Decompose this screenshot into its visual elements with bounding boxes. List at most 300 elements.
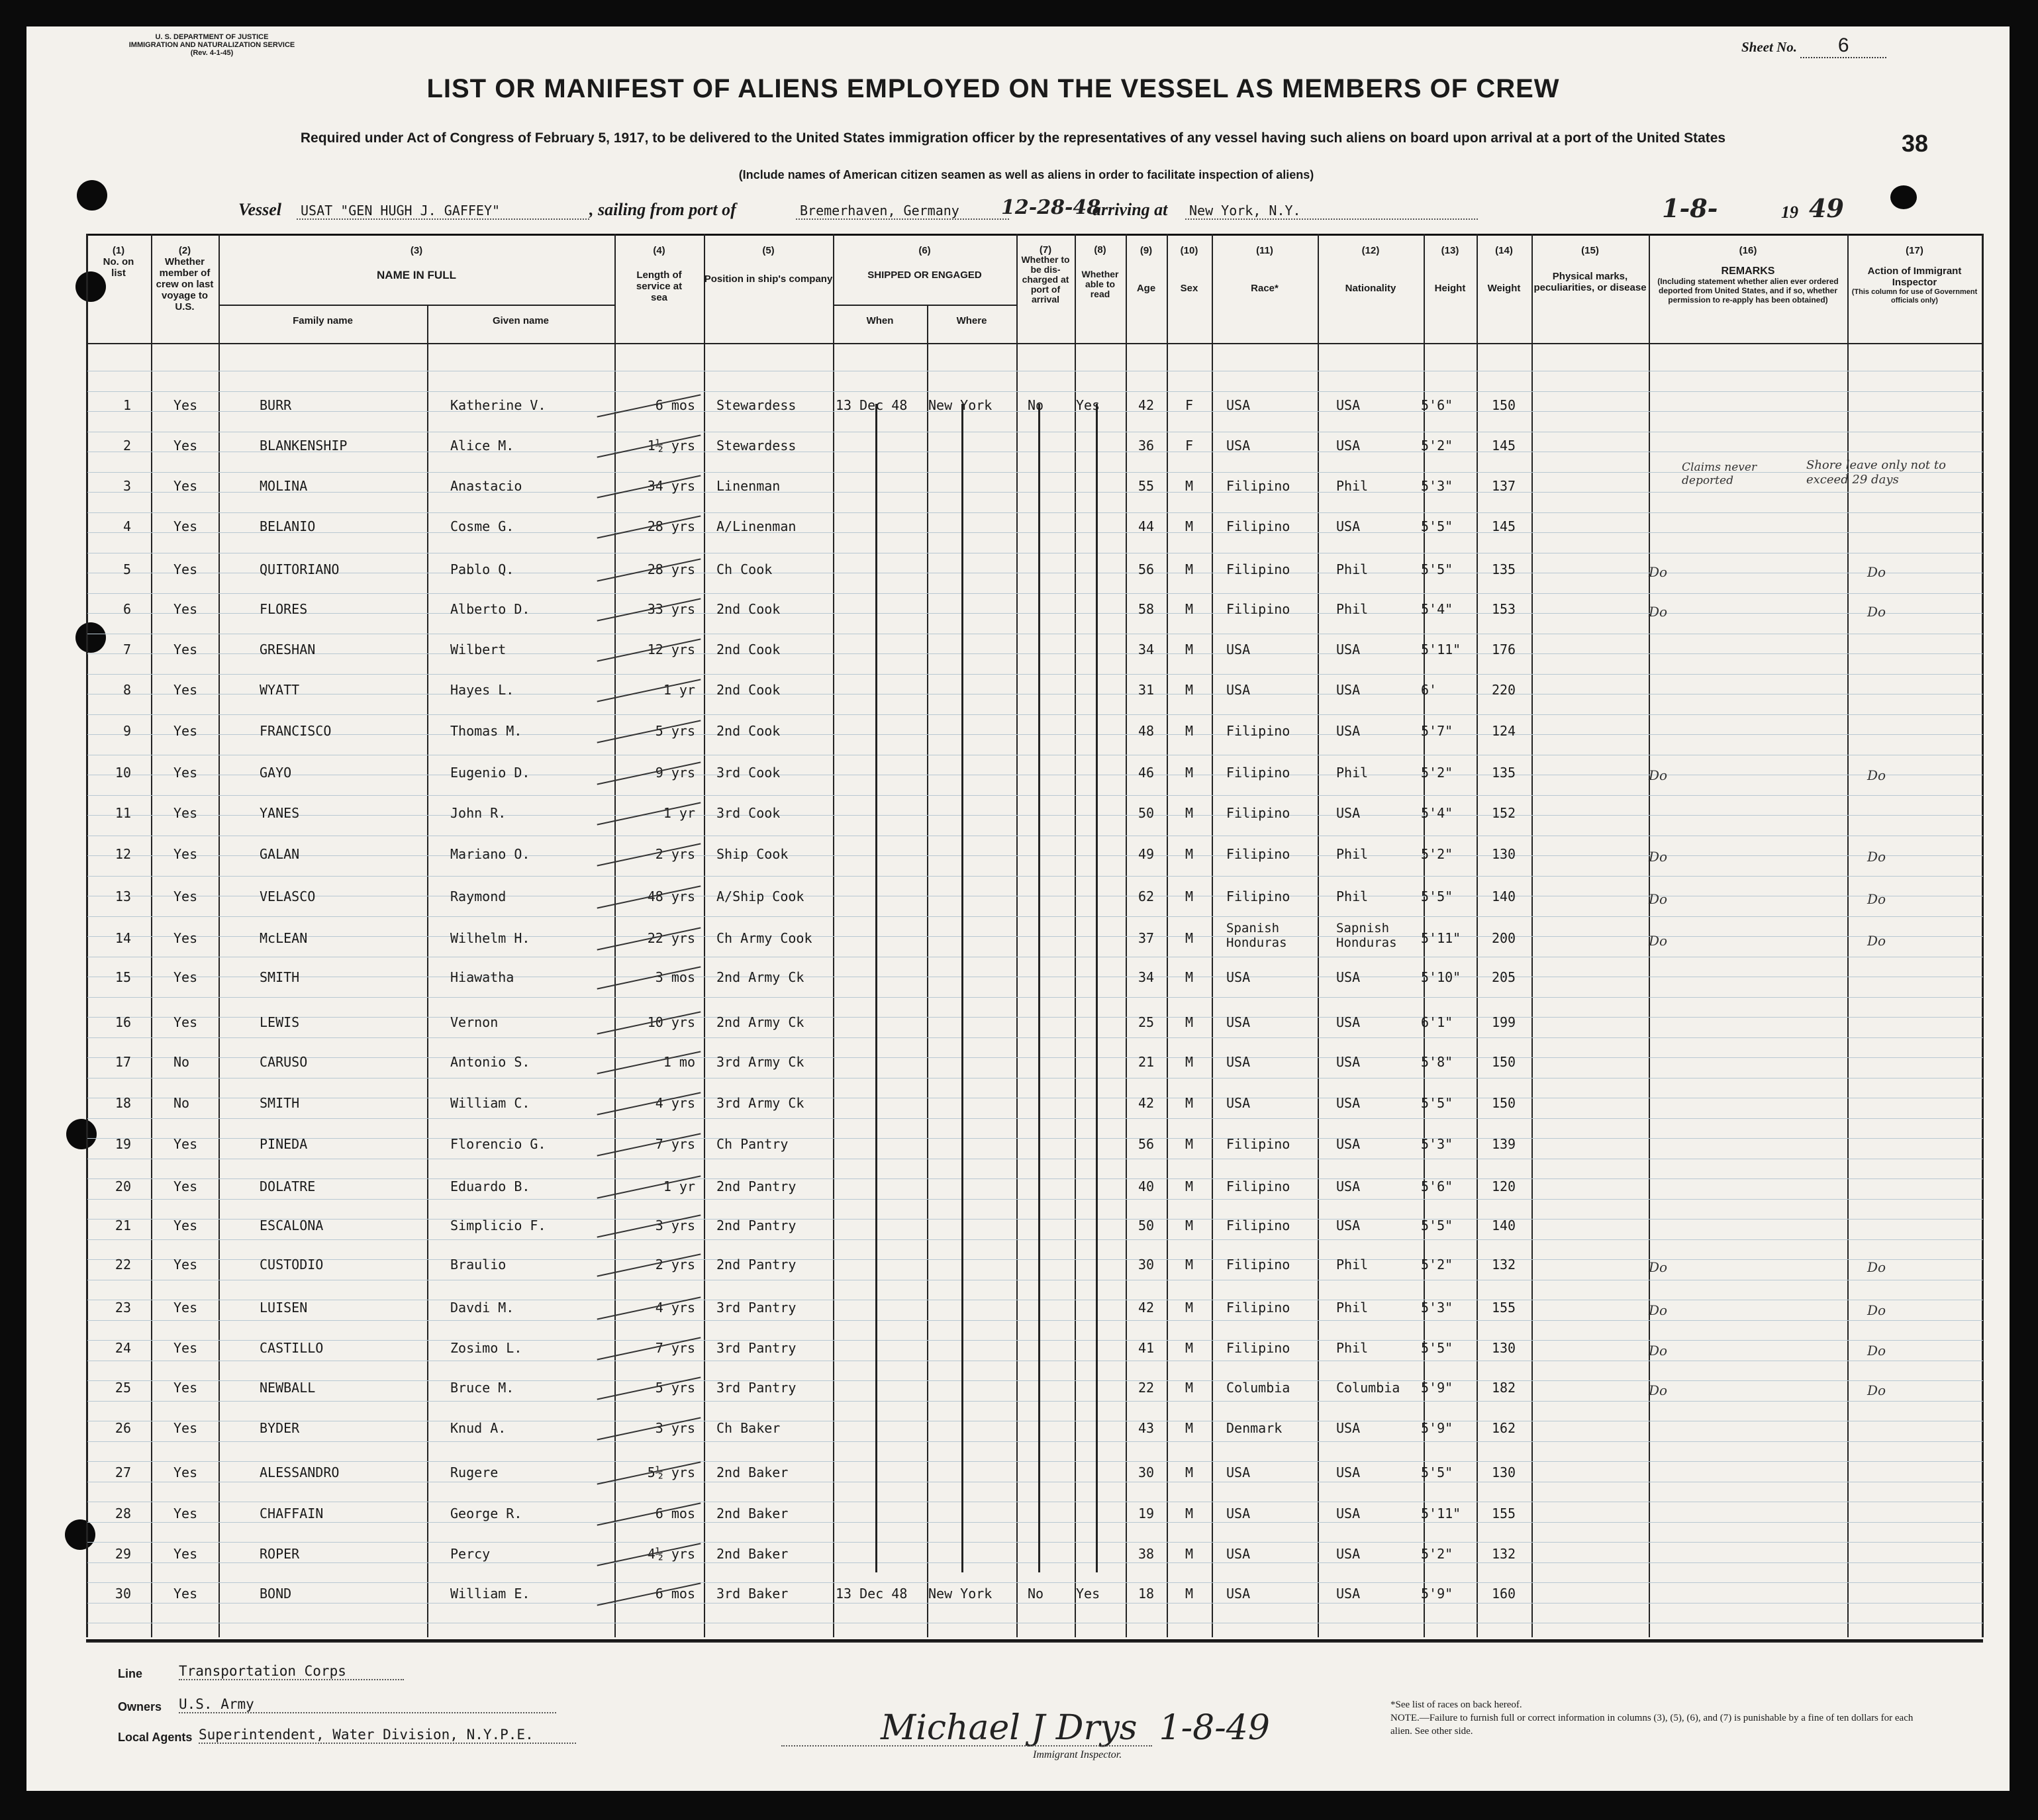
row-given-name: Knud A. [450, 1420, 507, 1436]
ruled-line [87, 1239, 1983, 1240]
row-service-length: 6 mos [655, 1586, 695, 1602]
row-position: 3rd Army Ck [716, 1095, 804, 1111]
row-race: USA [1226, 1546, 1251, 1562]
row-position: A/Ship Cook [716, 888, 804, 904]
row-sex: M [1185, 642, 1194, 657]
row-family-name: ESCALONA [260, 1218, 324, 1233]
column-divider [833, 234, 834, 1637]
row-inspector-action: Do [1867, 933, 1886, 949]
ruled-line [87, 1057, 1983, 1058]
row-sex: M [1185, 1586, 1194, 1602]
row-given-name: Bruce M. [450, 1380, 514, 1396]
row-weight: 220 [1491, 682, 1516, 698]
column-divider [1126, 234, 1127, 1637]
row-service-length: 5 yrs [655, 1380, 695, 1396]
row-family-name: CHAFFAIN [260, 1506, 324, 1521]
row-weight: 120 [1491, 1178, 1516, 1194]
row-position: 3rd Pantry [716, 1340, 797, 1356]
row-position: 3rd Cook [716, 805, 781, 821]
row-race: USA [1226, 642, 1251, 657]
row-family-name: GAYO [260, 765, 292, 781]
row-position: Ch Army Cook [716, 930, 812, 946]
owners-value: U.S. Army [179, 1696, 556, 1713]
row-race: Filipino [1226, 846, 1290, 862]
column-divider [427, 306, 428, 1637]
ruled-line [87, 855, 1983, 856]
row-race: USA [1226, 1014, 1251, 1030]
row-family-name: NEWBALL [260, 1380, 316, 1396]
row-weight: 150 [1491, 1054, 1516, 1070]
vessel-name: USAT "GEN HUGH J. GAFFEY" [297, 203, 589, 220]
row-number: 14 [115, 930, 131, 946]
row-sex: M [1185, 1420, 1194, 1436]
port-from: Bremerhaven, Germany [796, 203, 1009, 220]
row-race: USA [1226, 1054, 1251, 1070]
row-number: 18 [115, 1095, 131, 1111]
row-given-name: Raymond [450, 888, 507, 904]
row-sex: M [1185, 1300, 1194, 1316]
row-service-length: 1 yr [663, 682, 695, 698]
row-prev-voyage: Yes [173, 1380, 198, 1396]
row-age: 50 [1138, 1218, 1155, 1233]
row-service-length: 34 yrs [647, 478, 695, 494]
row-number: 28 [115, 1506, 131, 1521]
row-age: 56 [1138, 1136, 1155, 1152]
row-race: Filipino [1226, 765, 1290, 781]
row-position: Stewardess [716, 397, 797, 413]
row-weight: 132 [1491, 1257, 1516, 1272]
ruled-line [87, 1522, 1983, 1523]
row-family-name: BURR [260, 397, 292, 413]
row-inspector-action: Shore leave only not to exceed 29 days [1806, 458, 1946, 487]
column-divider [1016, 234, 1018, 1637]
row-race: Filipino [1226, 1340, 1290, 1356]
row-service-length: 7 yrs [655, 1136, 695, 1152]
row-prev-voyage: Yes [173, 723, 198, 739]
row-service-length: 1½ yrs [647, 438, 695, 454]
row-given-name: Anastacio [450, 478, 522, 494]
row-service-length: 4 yrs [655, 1095, 695, 1111]
row-sex: M [1185, 969, 1194, 985]
row-prev-voyage: Yes [173, 1300, 198, 1316]
row-number: 11 [115, 805, 131, 821]
row-height: 5'10" [1421, 969, 1461, 985]
row-prev-voyage: Yes [173, 1546, 198, 1562]
row-race: USA [1226, 397, 1251, 413]
row-number: 1 [122, 397, 131, 413]
ruled-line [87, 795, 1983, 796]
row-number: 5 [122, 561, 131, 577]
row-service-length: 6 mos [655, 1506, 695, 1521]
row-nationality: USA [1336, 1420, 1361, 1436]
row-number: 24 [115, 1340, 131, 1356]
row-prev-voyage: Yes [173, 1420, 198, 1436]
row-height: 5'2" [1421, 765, 1453, 781]
row-position: 2nd Baker [716, 1546, 789, 1562]
header-given-name: Given name [492, 315, 550, 326]
row-height: 5'2" [1421, 1546, 1453, 1562]
row-inspector-action: Do [1867, 1302, 1886, 1318]
row-position: Ch Baker [716, 1420, 781, 1436]
row-given-name: Percy [450, 1546, 491, 1562]
ruled-line [87, 1219, 1983, 1220]
row-weight: 145 [1491, 518, 1516, 534]
row-number: 7 [122, 642, 131, 657]
row-position: 2nd Pantry [716, 1257, 797, 1272]
row-sex: M [1185, 888, 1194, 904]
header-physical-marks: (15) Physical marks, peculiarities, or disease [1533, 245, 1647, 293]
year-suffix: 49 [1809, 193, 1844, 223]
row-family-name: FLORES [260, 601, 308, 617]
column-divider [1212, 234, 1213, 1637]
row-height: 5'4" [1421, 805, 1453, 821]
header-no: (1) No. on list [103, 245, 134, 279]
ruled-line [87, 1562, 1983, 1563]
header-height: (13) Height [1434, 245, 1466, 294]
line-value: Transportation Corps [179, 1663, 404, 1680]
row-height: 5'8" [1421, 1054, 1453, 1070]
ditto-stroke [1096, 404, 1098, 1572]
agents-label: Local Agents [118, 1731, 193, 1744]
row-sex: M [1185, 1054, 1194, 1070]
row-nationality: USA [1336, 682, 1361, 698]
row-height: 5'2" [1421, 846, 1453, 862]
row-age: 36 [1138, 438, 1155, 454]
row-inspector-action: Do [1867, 1343, 1886, 1359]
row-weight: 155 [1491, 1300, 1516, 1316]
row-given-name: Cosme G. [450, 518, 514, 534]
row-age: 25 [1138, 1014, 1155, 1030]
row-race: Filipino [1226, 1178, 1290, 1194]
ruled-line [87, 876, 1983, 877]
row-race: USA [1226, 682, 1251, 698]
row-age: 19 [1138, 1506, 1155, 1521]
row-nationality: USA [1336, 642, 1361, 657]
row-age: 42 [1138, 1095, 1155, 1111]
row-remarks: Do [1649, 1259, 1668, 1275]
ruled-line [87, 1603, 1983, 1604]
header-discharged: (7) Whether to be dis-charged at port of arrival [1021, 244, 1070, 305]
ruled-line [87, 1138, 1983, 1139]
row-race: USA [1226, 1095, 1251, 1111]
ruled-line [87, 1017, 1983, 1018]
header-nationality: (12) Nationality [1345, 245, 1396, 294]
header-service-length: (4) Length of service at sea [636, 245, 683, 303]
row-discharge: No [1028, 1586, 1044, 1602]
row-service-length: 12 yrs [647, 642, 695, 657]
header-remarks: (16) REMARKS (Including statement whether alien ever ordered deported from United States, and if so, whether permission to re-apply has been obtained) [1657, 245, 1839, 305]
row-age: 44 [1138, 518, 1155, 534]
row-given-name: Katherine V. [450, 397, 546, 413]
row-position: 2nd Army Ck [716, 969, 804, 985]
row-nationality: USA [1336, 438, 1361, 454]
row-race: Filipino [1226, 478, 1290, 494]
row-number: 6 [122, 601, 131, 617]
row-race: Filipino [1226, 1136, 1290, 1152]
row-prev-voyage: Yes [173, 969, 198, 985]
row-nationality: Phil [1336, 846, 1369, 862]
row-age: 56 [1138, 561, 1155, 577]
row-race: Denmark [1226, 1420, 1283, 1436]
row-remarks: Do [1649, 1382, 1668, 1398]
row-nationality: Phil [1336, 478, 1369, 494]
ditto-stroke [961, 404, 963, 1572]
row-race: USA [1226, 1464, 1251, 1480]
row-nationality: USA [1336, 1546, 1361, 1562]
header-position: (5) Position in ship's company [704, 245, 833, 285]
row-weight: 140 [1491, 888, 1516, 904]
row-position: 2nd Baker [716, 1506, 789, 1521]
row-given-name: Alice M. [450, 438, 514, 454]
row-family-name: CASTILLO [260, 1340, 324, 1356]
row-prev-voyage: Yes [173, 1218, 198, 1233]
row-age: 18 [1138, 1586, 1155, 1602]
row-position: 2nd Cook [716, 723, 781, 739]
row-nationality: Phil [1336, 1300, 1369, 1316]
service-name: IMMIGRATION AND NATURALIZATION SERVICE [128, 41, 295, 49]
row-sex: M [1185, 601, 1194, 617]
ruled-line [87, 1441, 1983, 1442]
row-given-name: Hiawatha [450, 969, 514, 985]
row-height: 5'4" [1421, 601, 1453, 617]
ruled-line [87, 532, 1983, 533]
ruled-line [87, 1542, 1983, 1543]
legal-notes [1390, 1698, 1933, 1738]
row-able-to-read: Yes [1076, 1586, 1100, 1602]
ruled-line [87, 391, 1983, 392]
row-sex: M [1185, 805, 1194, 821]
row-age: 46 [1138, 765, 1155, 781]
ruled-line [87, 1199, 1983, 1200]
row-number: 27 [115, 1464, 131, 1480]
row-shipped-where: New York [928, 397, 993, 413]
row-nationality: USA [1336, 1054, 1361, 1070]
row-position: 3rd Cook [716, 765, 781, 781]
row-number: 4 [122, 518, 131, 534]
row-number: 2 [122, 438, 131, 454]
row-prev-voyage: Yes [173, 397, 198, 413]
row-weight: 162 [1491, 1420, 1516, 1436]
row-number: 19 [115, 1136, 131, 1152]
row-position: Ship Cook [716, 846, 789, 862]
footer-line [86, 1641, 1983, 1643]
row-nationality: Phil [1336, 765, 1369, 781]
row-given-name: Eugenio D. [450, 765, 530, 781]
column-divider [927, 306, 928, 1637]
row-given-name: William C. [450, 1095, 530, 1111]
ruled-line [87, 1118, 1983, 1119]
row-service-length: 3 yrs [655, 1420, 695, 1436]
row-race: Filipino [1226, 561, 1290, 577]
row-service-length: 10 yrs [647, 1014, 695, 1030]
row-age: 31 [1138, 682, 1155, 698]
row-prev-voyage: No [173, 1095, 190, 1111]
row-nationality: USA [1336, 805, 1361, 821]
row-given-name: Pablo Q. [450, 561, 514, 577]
row-height: 5'9" [1421, 1380, 1453, 1396]
row-shipped-where: New York [928, 1586, 993, 1602]
row-sex: M [1185, 478, 1194, 494]
row-position: 3rd Army Ck [716, 1054, 804, 1070]
ditto-stroke [1038, 404, 1040, 1572]
row-position: Ch Pantry [716, 1136, 789, 1152]
row-service-length: 5 yrs [655, 723, 695, 739]
row-weight: 132 [1491, 1546, 1516, 1562]
row-height: 6'1" [1421, 1014, 1453, 1030]
ruled-line [87, 734, 1983, 735]
owners-label: Owners [118, 1700, 162, 1713]
row-race: Columbia [1226, 1380, 1290, 1396]
row-weight: 152 [1491, 805, 1516, 821]
row-height: 5'5" [1421, 888, 1453, 904]
row-nationality: Phil [1336, 1340, 1369, 1356]
ruled-line [87, 613, 1983, 614]
row-remarks: Do [1649, 767, 1668, 783]
row-family-name: McLEAN [260, 930, 308, 946]
row-given-name: Eduardo B. [450, 1178, 530, 1194]
row-nationality: Phil [1336, 888, 1369, 904]
row-age: 42 [1138, 397, 1155, 413]
row-sex: M [1185, 1014, 1194, 1030]
row-prev-voyage: Yes [173, 888, 198, 904]
row-inspector-action: Do [1867, 564, 1886, 580]
row-sex: M [1185, 1546, 1194, 1562]
row-remarks: Do [1649, 933, 1668, 949]
row-position: 3rd Pantry [716, 1300, 797, 1316]
ruled-line [87, 1178, 1983, 1179]
row-race: USA [1226, 969, 1251, 985]
line-label: Line [118, 1667, 143, 1680]
port-to: New York, N.Y. [1185, 203, 1478, 220]
row-weight: 176 [1491, 642, 1516, 657]
row-number: 26 [115, 1420, 131, 1436]
ruled-line [87, 593, 1983, 594]
row-sex: M [1185, 518, 1194, 534]
row-prev-voyage: Yes [173, 1340, 198, 1356]
page-subtitle-note: (Include names of American citizen seamen as well as aliens in order to facilitate inspection of aliens) [738, 168, 1314, 181]
row-family-name: DOLATRE [260, 1178, 316, 1194]
row-prev-voyage: Yes [173, 561, 198, 577]
row-given-name: William E. [450, 1586, 530, 1602]
row-nationality: USA [1336, 1014, 1361, 1030]
row-height: 5'3" [1421, 478, 1453, 494]
row-remarks: Do [1649, 891, 1668, 907]
header-inspector-action: (17) Action of Immigrant Inspector (This column for use of Government officials only) [1851, 245, 1978, 305]
row-prev-voyage: Yes [173, 930, 198, 946]
row-discharge: No [1028, 397, 1044, 413]
row-family-name: LUISEN [260, 1300, 308, 1316]
row-sex: M [1185, 561, 1194, 577]
row-family-name: BLANKENSHIP [260, 438, 348, 454]
row-nationality: USA [1336, 1506, 1361, 1521]
row-service-length: 2 yrs [655, 1257, 695, 1272]
ruled-line [87, 997, 1983, 998]
row-age: 30 [1138, 1464, 1155, 1480]
row-service-length: 3 yrs [655, 1218, 695, 1233]
row-inspector-action: Do [1867, 604, 1886, 620]
row-given-name: Zosimo L. [450, 1340, 522, 1356]
row-remarks: Do [1649, 849, 1668, 865]
row-sex: M [1185, 1340, 1194, 1356]
row-height: 5'5" [1421, 1340, 1453, 1356]
row-sex: M [1185, 765, 1194, 781]
row-race: Filipino [1226, 723, 1290, 739]
row-age: 34 [1138, 969, 1155, 985]
row-family-name: LEWIS [260, 1014, 300, 1030]
row-sex: M [1185, 682, 1194, 698]
row-service-length: 33 yrs [647, 601, 695, 617]
row-given-name: Florencio G. [450, 1136, 546, 1152]
page-title: LIST OR MANIFEST OF ALIENS EMPLOYED ON THE VESSEL AS MEMBERS OF CREW [426, 74, 1560, 103]
row-weight: 135 [1491, 561, 1516, 577]
row-height: 5'9" [1421, 1420, 1453, 1436]
row-inspector-action: Do [1867, 1259, 1886, 1275]
row-height: 5'5" [1421, 1095, 1453, 1111]
row-service-length: 1 yr [663, 1178, 695, 1194]
row-number: 21 [115, 1218, 131, 1233]
header-weight: (14) Weight [1487, 245, 1521, 294]
row-family-name: ALESSANDRO [260, 1464, 340, 1480]
row-given-name: Alberto D. [450, 601, 530, 617]
ruled-line [87, 1320, 1983, 1321]
row-nationality: Columbia [1336, 1380, 1400, 1396]
vessel-label: Vessel [238, 200, 281, 219]
row-height: 5'3" [1421, 1300, 1453, 1316]
row-race: Filipino [1226, 601, 1290, 617]
row-prev-voyage: No [173, 1054, 190, 1070]
row-nationality: USA [1336, 518, 1361, 534]
row-family-name: CUSTODIO [260, 1257, 324, 1272]
row-given-name: Antonio S. [450, 1054, 530, 1070]
sheet-number-value: 6 [1800, 34, 1886, 58]
row-family-name: GALAN [260, 846, 300, 862]
penalty-note: NOTE.—Failure to furnish full or correct information in columns (3), (5), (6), and (7) is punishable by a fine of ten dollars for each alien. See other side. [1390, 1713, 1914, 1737]
row-nationality: Phil [1336, 601, 1369, 617]
row-weight: 139 [1491, 1136, 1516, 1152]
ruled-line [87, 1340, 1983, 1341]
row-race: Spanish Honduras [1226, 921, 1287, 950]
row-weight: 135 [1491, 765, 1516, 781]
row-weight: 182 [1491, 1380, 1516, 1396]
row-position: A/Linenman [716, 518, 797, 534]
row-nationality: USA [1336, 397, 1361, 413]
row-sex: F [1185, 438, 1194, 454]
row-height: 5'2" [1421, 438, 1453, 454]
row-inspector-action: Do [1867, 849, 1886, 865]
row-height: 5'11" [1421, 1506, 1461, 1521]
column-divider [1167, 234, 1168, 1637]
row-service-length: 4½ yrs [647, 1546, 695, 1562]
row-inspector-action: Do [1867, 1382, 1886, 1398]
row-family-name: PINEDA [260, 1136, 308, 1152]
signature-line [781, 1745, 1152, 1747]
header-age: (9) Age [1136, 245, 1156, 294]
punch-hole [77, 180, 107, 211]
row-position: 3rd Baker [716, 1586, 789, 1602]
ruled-line [87, 714, 1983, 715]
row-age: 40 [1138, 1178, 1155, 1194]
row-family-name: GRESHAN [260, 642, 316, 657]
row-family-name: WYATT [260, 682, 300, 698]
row-age: 48 [1138, 723, 1155, 739]
row-service-length: 22 yrs [647, 930, 695, 946]
row-height: 5'5" [1421, 561, 1453, 577]
row-weight: 150 [1491, 1095, 1516, 1111]
header-sex: (10) Sex [1180, 245, 1198, 294]
row-number: 20 [115, 1178, 131, 1194]
signature-label: Immigrant Inspector. [1033, 1749, 1122, 1760]
row-height: 5'11" [1421, 930, 1461, 946]
